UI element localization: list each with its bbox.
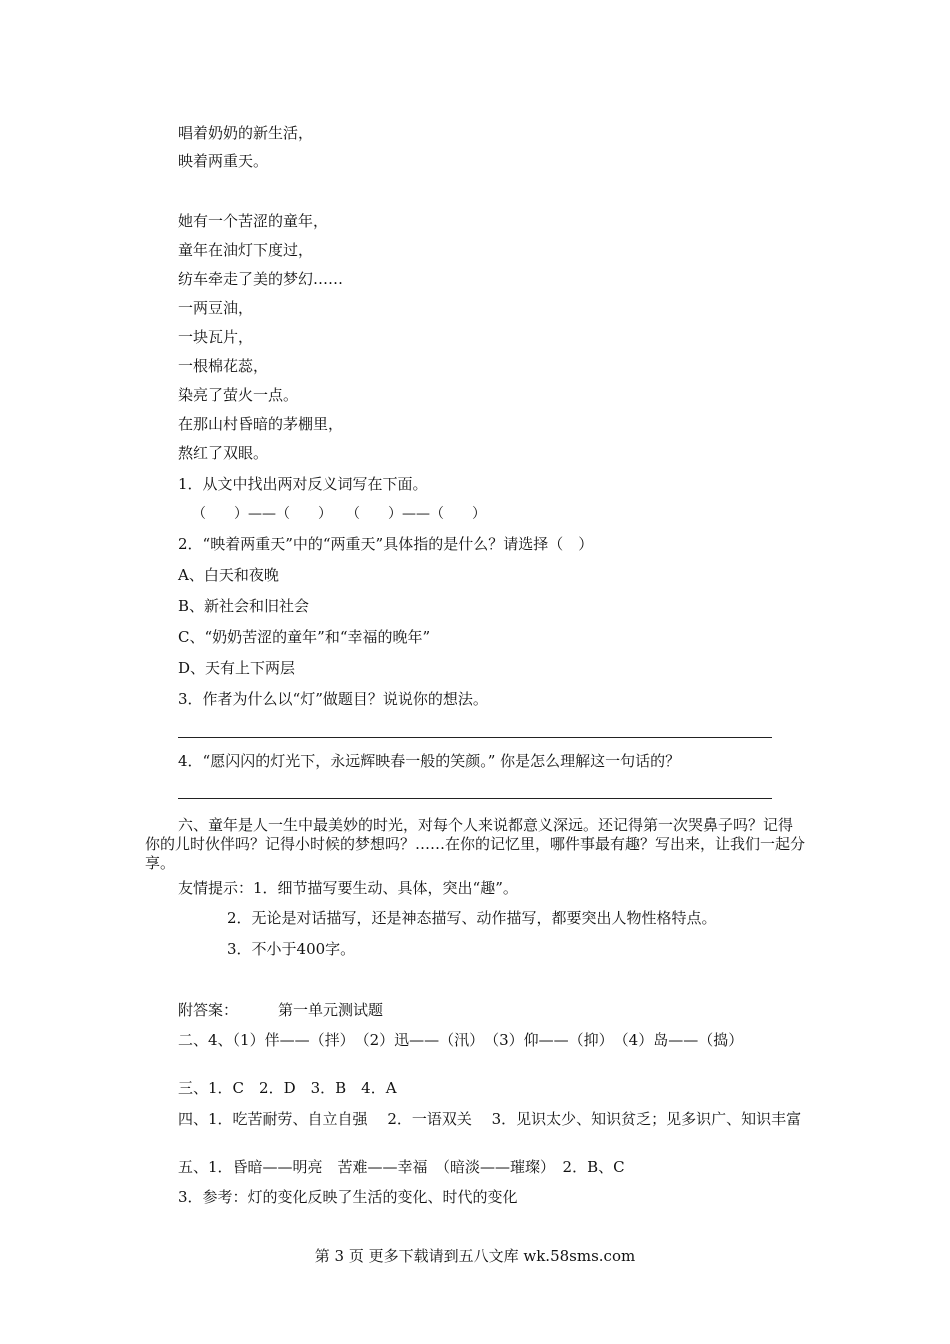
poem-line: 她有一个苦涩的童年， xyxy=(178,212,329,230)
composition-prompt: 六、童年是人一生中最美妙的时光，对每个人来说都意义深远。还记得第一次哭鼻子吗？记得你的儿时伙伴吗？记得小时候的梦想吗？……在你的记忆里，哪件事最有趣？写出来，让我们一起分享。 xyxy=(145,816,806,872)
answer-section-5: 五、1．昏暗——明亮 苦难——幸福 （暗淡——璀璨） 2．B、C xyxy=(178,1158,625,1176)
answer-section-3: 三、1．C 2．D 3．B 4．A xyxy=(178,1079,397,1097)
question-3: 3．作者为什么以“灯”做题目？说说你的想法。 xyxy=(178,690,488,708)
poem-line: 唱着奶奶的新生活， xyxy=(178,124,314,142)
question-4: 4．“愿闪闪的灯光下，永远辉映春一般的笑颜。” 你是怎么理解这一句话的？ xyxy=(178,752,681,770)
page-footer: 第 3 页 更多下载请到五八文库 wk.58sms.com xyxy=(314,1247,636,1265)
answer-line[interactable] xyxy=(178,798,772,799)
poem-line: 熬红了双眼。 xyxy=(178,444,269,462)
poem-line: 童年在油灯下度过， xyxy=(178,241,314,259)
answer-section-5-item-3: 3．参考：灯的变化反映了生活的变化、时代的变化 xyxy=(178,1188,518,1206)
answer-line[interactable] xyxy=(178,737,772,738)
poem-line: 一两豆油， xyxy=(178,299,254,317)
question-2: 2．“映着两重天”中的“两重天”具体指的是什么？请选择（ ） xyxy=(178,535,594,553)
answer-section-4: 四、1．吃苦耐劳、自立自强 2．一语双关 3．见识太少、知识贫乏；见多识广、知识丰富 xyxy=(178,1110,802,1128)
answers-heading-title: 第一单元测试题 xyxy=(278,1001,384,1019)
poem-line: 染亮了萤火一点。 xyxy=(178,386,299,404)
poem-line: 一块瓦片， xyxy=(178,328,254,346)
poem-line: 一根棉花蕊， xyxy=(178,357,269,375)
poem-line: 纺车牵走了美的梦幻…… xyxy=(178,270,344,288)
poem-line: 映着两重天。 xyxy=(178,152,269,170)
composition-tip-1: 友情提示：1．细节描写要生动、具体，突出“趣”。 xyxy=(178,879,518,897)
poem-line: 在那山村昏暗的茅棚里， xyxy=(178,415,344,433)
composition-tip-2: 2．无论是对话描写，还是神态描写、动作描写，都要突出人物性格特点。 xyxy=(227,909,717,927)
question-1: 1．从文中找出两对反义词写在下面。 xyxy=(178,475,428,493)
question-2-option-b: B、新社会和旧社会 xyxy=(178,597,310,615)
question-2-option-a: A、白天和夜晚 xyxy=(178,566,279,584)
question-2-option-d: D、天有上下两层 xyxy=(178,659,296,677)
answers-heading-label: 附答案： xyxy=(178,1001,239,1019)
composition-tip-3: 3．不小于400字。 xyxy=(227,940,356,958)
question-1-answer-blanks[interactable]: （ ）——（ ） （ ）——（ ） xyxy=(192,506,486,522)
question-2-option-c: C、“奶奶苦涩的童年”和“幸福的晚年” xyxy=(178,628,431,646)
answer-section-2: 二、4、（1）伴——（拌） （2）迅——（汛） （3）仰——（抑） （4）岛——（捣） xyxy=(178,1031,744,1049)
